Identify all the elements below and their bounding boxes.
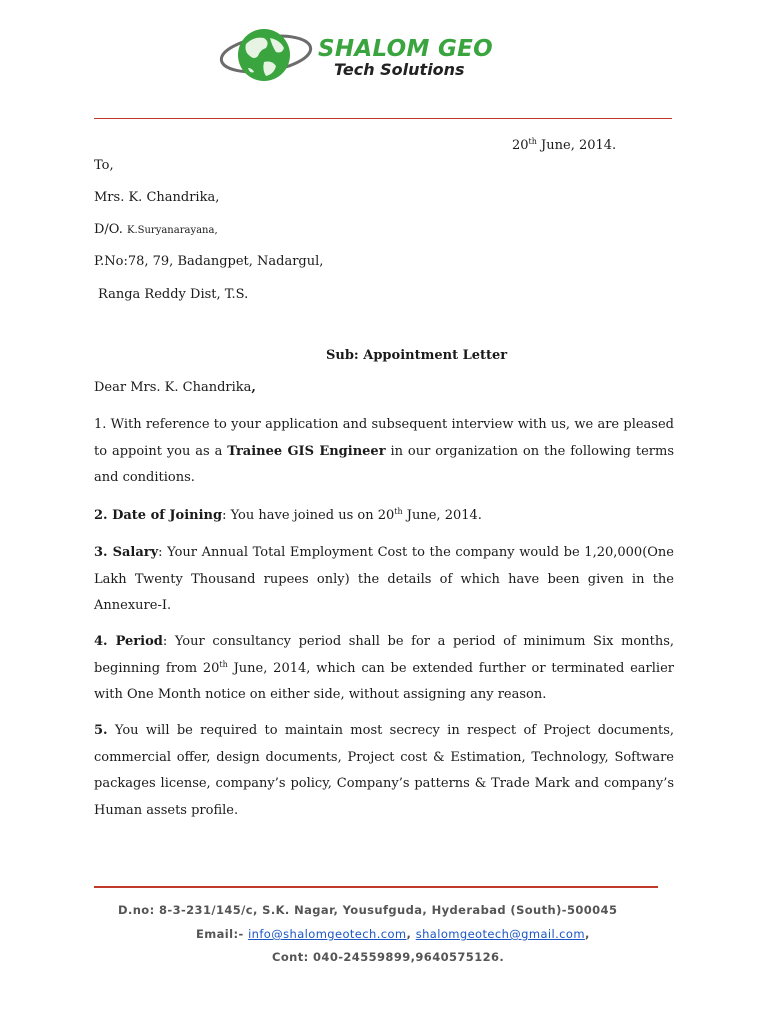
footer-contact: Cont: 040-24559899,9640575126. xyxy=(272,950,505,964)
footer-rule xyxy=(94,886,658,888)
paragraph-3-salary: 3. Salary: Your Annual Total Employment Cost to the company would be 1,20,000(One Lakh Twenty Thousand rupees only) the details of which have been given in the Annexure-I. xyxy=(94,545,674,613)
address-to: To, xyxy=(94,158,114,173)
globe-icon xyxy=(219,29,313,81)
recipient-district: Ranga Reddy Dist, T.S. xyxy=(98,287,249,302)
recipient-address-line: P.No:78, 79, Badangpet, Nadargul, xyxy=(94,254,324,269)
recipient-name: Mrs. K. Chandrika, xyxy=(94,190,220,205)
paragraph-4-period: 4. Period: Your consultancy period shall be for a period of minimum Six months, beginning from 20th June, 2014, which can be extended further or terminated earlier with One Month notice on either side, without assigning any reason. xyxy=(94,634,675,702)
brand-tagline: Tech Solutions xyxy=(334,60,465,79)
subject-line: Sub: Appointment Letter xyxy=(326,348,508,363)
brand-name: SHALOM GEO xyxy=(318,36,494,62)
email-link-gmail[interactable]: shalomgeotech@gmail.com xyxy=(415,927,585,941)
paragraph-5-secrecy: 5. You will be required to maintain most secrecy in respect of Project documents, commercial offer, design documents, Project cost & Estimation, Technology, Software packages license, company’s policy, Company’s patterns & Trade Mark and company’s Human assets profile. xyxy=(94,723,674,818)
paragraph-1: 1. With reference to your application and subsequent interview with us, we are pleased to appoint you as a Trainee GIS Engineer in our organization on the following terms and conditions. xyxy=(94,417,674,485)
footer-address: D.no: 8-3-231/145/c, S.K. Nagar, Yousufguda, Hyderabad (South)-500045 xyxy=(118,903,618,917)
paragraph-2-joining: 2. Date of Joining: You have joined us on 20th June, 2014. xyxy=(94,507,482,523)
header-rule xyxy=(94,118,672,119)
salutation: Dear Mrs. K. Chandrika, xyxy=(94,380,256,395)
footer-email: Email:- info@shalomgeotech.com, shalomgeotech@gmail.com, xyxy=(196,927,590,941)
letter-date: 20th June, 2014. xyxy=(512,137,617,153)
email-link-info[interactable]: info@shalomgeotech.com xyxy=(248,927,407,941)
recipient-parent: D/O. K.Suryanarayana, xyxy=(94,222,218,237)
